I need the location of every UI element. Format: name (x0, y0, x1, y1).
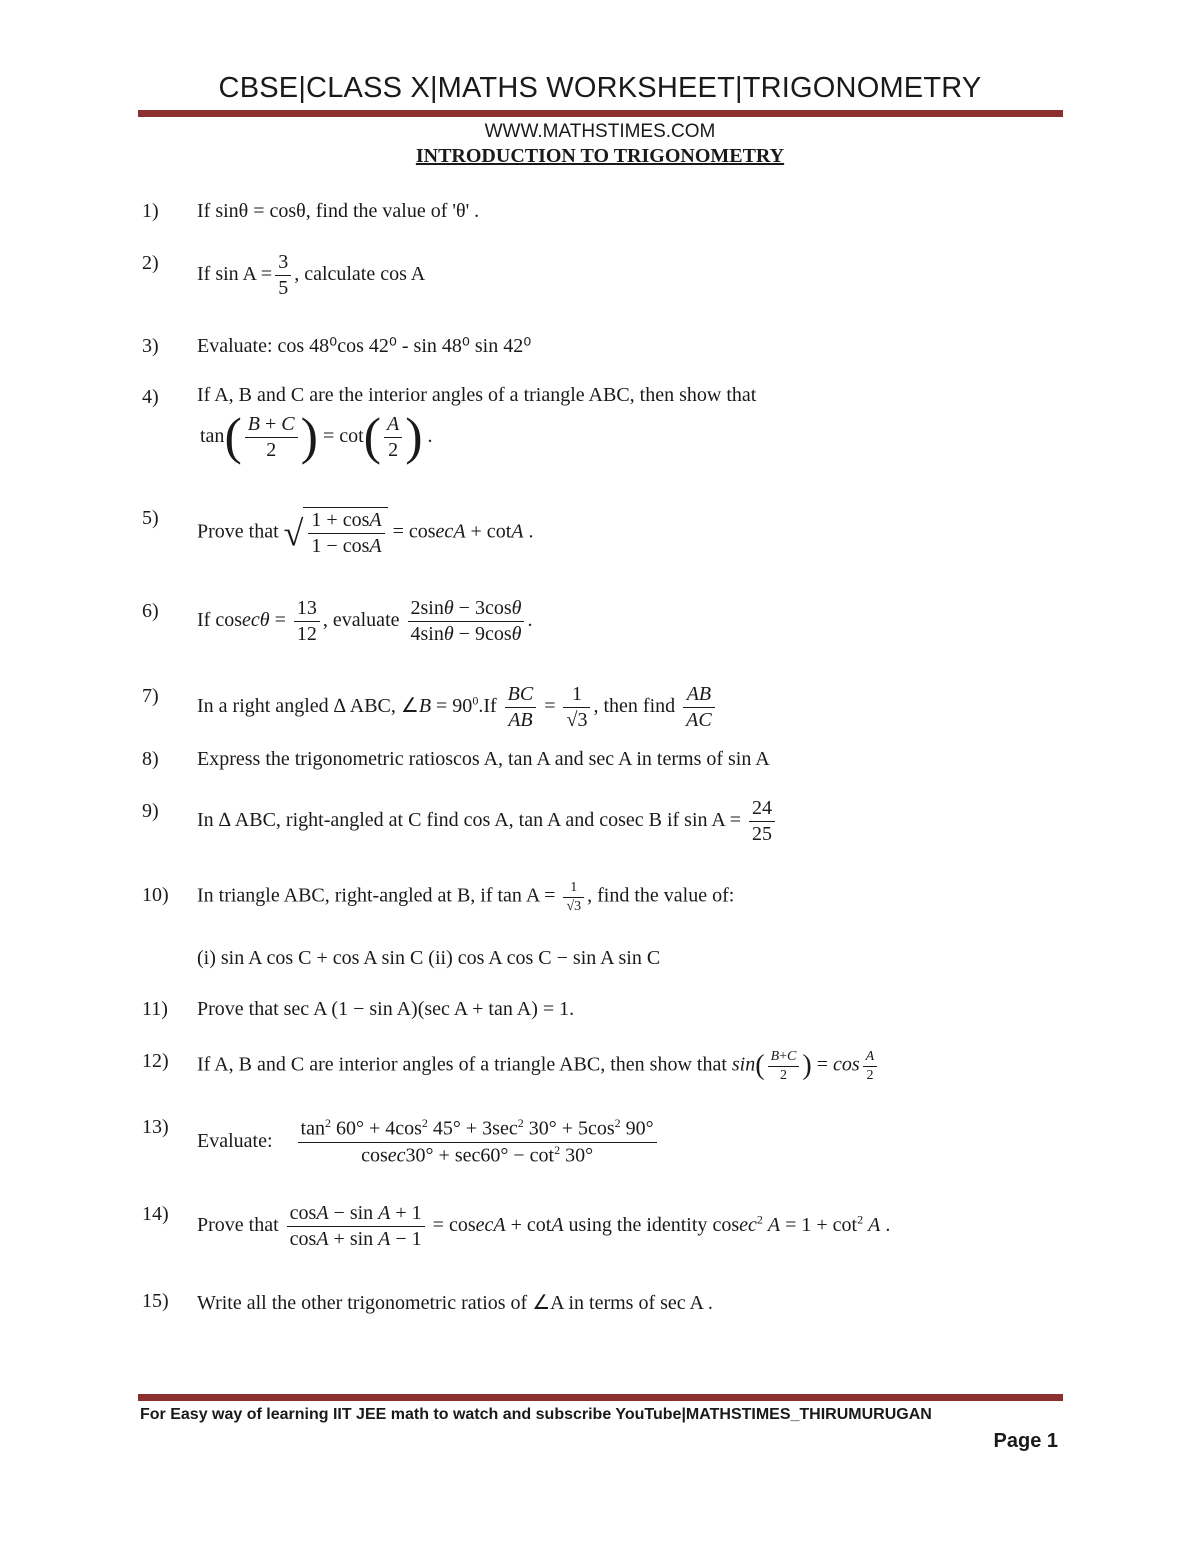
question-number: 10) (142, 884, 169, 906)
question-number: 8) (142, 748, 159, 770)
question-2-text: If sin A = (197, 263, 273, 286)
footer-note: For Easy way of learning IIT JEE math to watch and subscribe YouTube|MATHSTIMES_THIRUMURUGAN (140, 1406, 932, 1423)
website-url: WWW.MATHSTIMES.COM (484, 121, 716, 142)
question-number: 2) (142, 252, 159, 274)
fraction (275, 250, 291, 301)
question-4-formula: tan( $\frac{B + C}{2}$ ) = cot( $\frac{A}{2}$ ) . (200, 408, 433, 466)
question-number: 7) (142, 685, 159, 707)
question-7: In a right angled ∆ ABC, ∠B = $90^0.If$ $\frac{BC}{AB}$ = $\frac{1}{√3}$ , then find $\frac{AB}{AC}$ (197, 682, 718, 733)
denominator: 25 (752, 823, 773, 845)
numerator: 24 (749, 796, 775, 822)
question-number: 6) (142, 600, 159, 622)
question-12: If A, B and C are interior angles of a triangle ABC, then show that sin( $\frac{B+C}{2}$ ) = cos $\frac{A}{2}$ (197, 1048, 880, 1084)
question-10-parts: (i) sin A cos C + cos A sin C (ii) cos A cos C − sin A sin C (197, 947, 661, 969)
question-7-text: In a right angled (197, 695, 329, 718)
question-13-text: Evaluate: (197, 1129, 273, 1152)
question-15-text: Write all the other trigonometric ratios of ∠A in terms of sec A . (197, 1292, 713, 1314)
question-number: 13) (142, 1116, 169, 1138)
numerator: 3 (275, 250, 291, 276)
question-number: 9) (142, 800, 159, 822)
question-number: 12) (142, 1050, 169, 1072)
question-5-text: Prove that (197, 520, 279, 543)
section-heading (0, 145, 1200, 168)
question-number: 1) (142, 200, 159, 222)
question-1-text: If sinθ = cosθ, find the value of 'θ' . (197, 200, 480, 222)
footer-rule (138, 1394, 1063, 1401)
question-3-text: Evaluate: cos 48⁰cos 42⁰ - sin 48⁰ sin 42⁰ (197, 335, 532, 357)
denominator: 5 (278, 277, 289, 299)
question-14-text: Prove that (197, 1214, 279, 1237)
question-11-text: Prove that sec A (1 − sin A)(sec A + tan A) = 1. (197, 998, 575, 1020)
question-number: 4) (142, 386, 159, 408)
question-8-text: Express the trigonometric ratioscos A, tan A and sec A in terms of sin A (197, 748, 770, 770)
question-9-text: In ∆ ABC, right-angled at C find cos A, tan A and cosec B if sin A = (197, 809, 742, 832)
question-10: In triangle ABC, right-angled at B, if tan A = $\frac{1}{√3}$ , find the value of: (197, 880, 735, 914)
question-2-text-end: , calculate cos A (294, 263, 426, 286)
page-number: Page 1 (993, 1430, 1058, 1452)
question-number: 15) (142, 1290, 169, 1312)
question-6-text: If (197, 609, 211, 632)
section-heading-text: INTRODUCTION TO TRIGONOMETRY (415, 145, 785, 167)
question-number: 3) (142, 335, 159, 357)
question-number: 14) (142, 1203, 169, 1225)
question-13: Evaluate: $\frac{\tan^2 60^\circ + 4\cos^2 45^\circ + 3\sec^2 30^\circ + 5\cos^2 90^\circ}{cosec30^\circ + \sec 60^\circ - \cot^2 30^\circ}$ (197, 1116, 660, 1168)
worksheet-title: CBSE|CLASS X|MATHS WORKSHEET|TRIGONOMETRY (218, 72, 982, 104)
question-10-text: In triangle ABC, right-angled at B, if tan A = (197, 884, 556, 907)
question-6-text-mid: , evaluate (322, 609, 400, 632)
question-10-text-end: , find the value of: (587, 884, 735, 907)
question-7-text-mid: , then find (593, 695, 676, 718)
question-14: Prove that $\frac{\text{cosA − sin A + 1}}{\text{cosA + sin A − 1}}$ = cosecA + cotA using the identity cosec$^2$ $A = 1 + \cot^2 A$ . (197, 1202, 891, 1250)
question-6: If cosecθ = $\frac{13}{12}$ , evaluate $\frac{2\sin\theta - 3\cos\theta}{4\sin\theta - 9\cos\theta}$ . (197, 597, 533, 645)
question-number: 11) (142, 998, 168, 1020)
question-12-text: If A, B and C are interior angles of a triangle ABC, then show that (197, 1053, 727, 1076)
question-4-text: If A, B and C are the interior angles of a triangle ABC, then show that (197, 384, 757, 406)
question-5: Prove that √ $\frac{1 + \cos A}{1 - \cos A}$ = cosecA + cotA . (197, 509, 534, 557)
question-number: 5) (142, 507, 159, 529)
question-9 (197, 796, 778, 847)
square-root: √ $\frac{1 + \cos A}{1 - \cos A}$ (284, 507, 388, 559)
question-14-text-mid: using the identity (568, 1214, 708, 1237)
header-rule (138, 110, 1063, 117)
question-2 (197, 250, 425, 301)
